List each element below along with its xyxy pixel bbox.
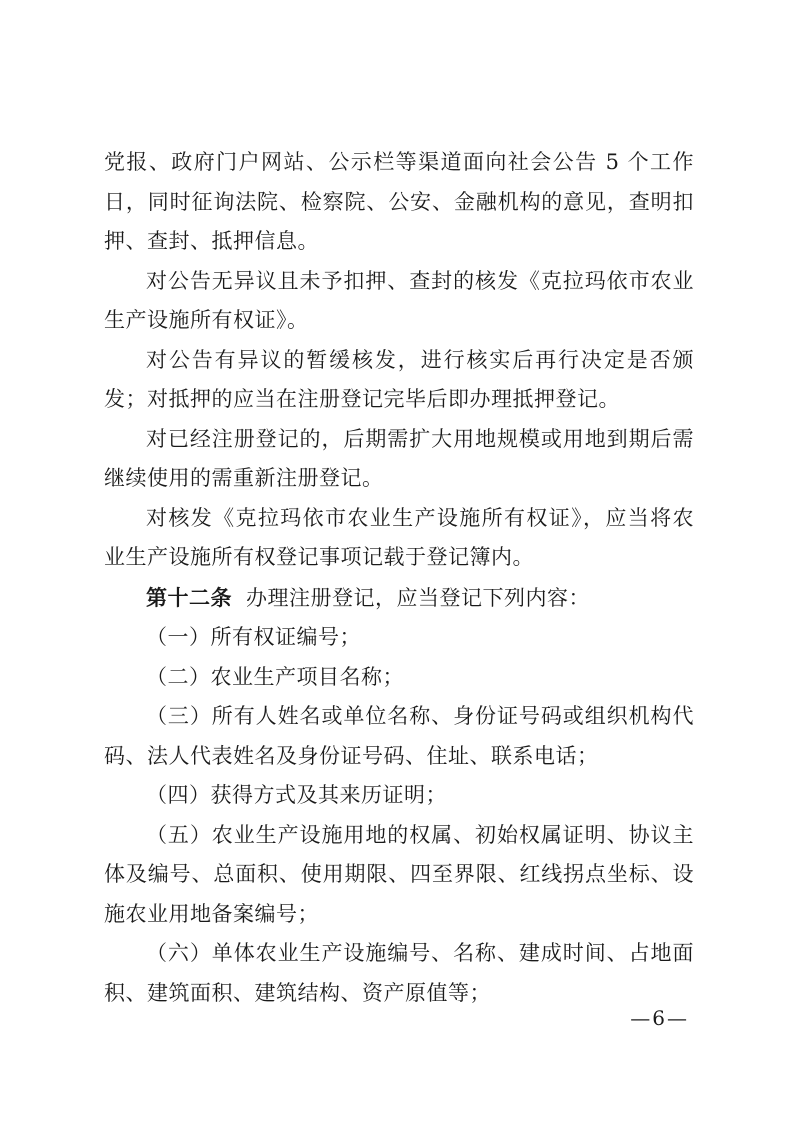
list-item: （三）所有人姓名或单位名称、身份证号码或组织机构代码、法人代表姓名及身份证号码、住址、联系电话； (104, 704, 694, 768)
article-12 (104, 578, 694, 619)
article-text: 办理注册登记，应当登记下列内容： (246, 585, 590, 610)
list-item: （五）农业生产设施用地的权属、初始权属证明、协议主体及编号、总面积、使用期限、四至界限、红线拐点坐标、设施农业用地备案编号； (104, 822, 694, 926)
list-item: （四）获得方式及其来历证明； (146, 783, 447, 807)
list-item: （六）单体农业生产设施编号、名称、建成时间、占地面积、建筑面积、建筑结构、资产原值等； (104, 941, 694, 1005)
paragraph-objection: 对公告有异议的暂缓核发，进行核实后再行决定是否颁发；对抵押的应当在注册登记完毕后即办理抵押登记。 (104, 347, 694, 411)
paragraph-public-notice: 党报、政府门户网站、公示栏等渠道面向社会公告 5 个工作日，同时征询法院、检察院、公安、金融机构的意见，查明扣押、查封、抵押信息。 (104, 150, 694, 253)
document-body (104, 143, 694, 1013)
article-heading: 第十二条 (146, 584, 232, 610)
page-number: —6— (630, 1006, 689, 1030)
paragraph-re-registration: 对已经注册登记的，后期需扩大用地规模或用地到期后需继续使用的需重新注册登记。 (104, 426, 694, 490)
list-item: （一）所有权证编号； (146, 625, 361, 649)
list-item: （二）农业生产项目名称； (146, 664, 404, 689)
paragraph-register-book: 对核发《克拉玛依市农业生产设施所有权证》，应当将农业生产设施所有权登记事项记载于登记簿内。 (104, 505, 694, 569)
paragraph-issue-certificate: 对公告无异议且未予扣押、查封的核发《克拉玛依市农业生产设施所有权证》。 (104, 268, 694, 332)
